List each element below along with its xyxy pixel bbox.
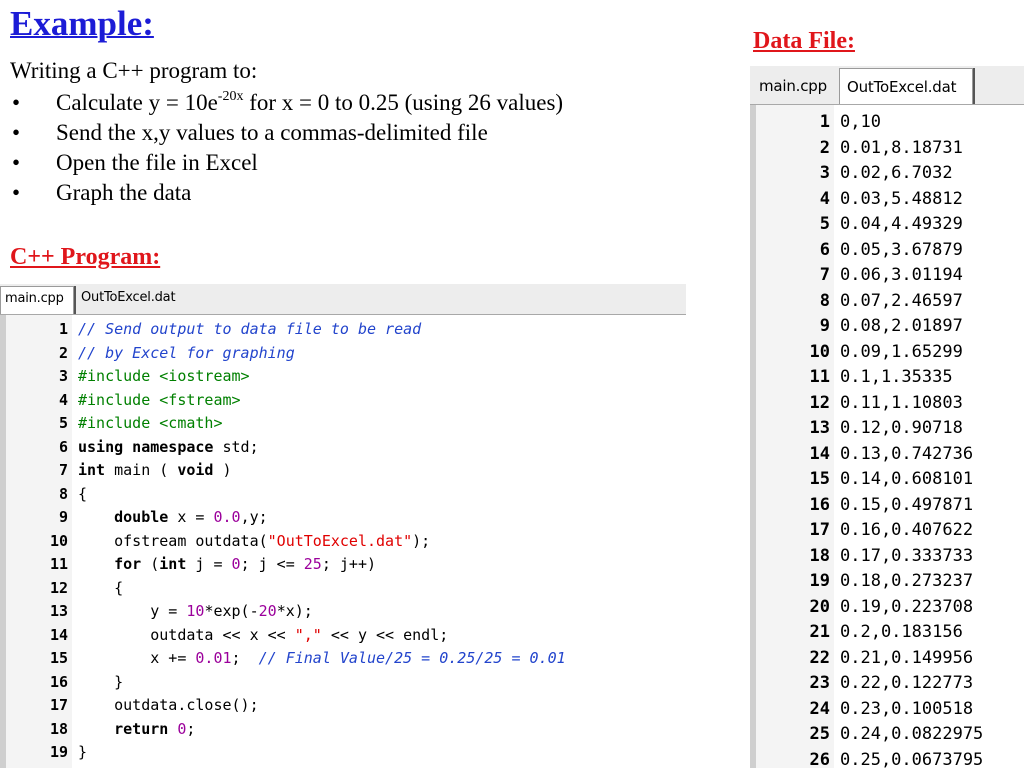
string-literal: "OutToExcel.dat" xyxy=(267,531,413,550)
bullet-symbol: • xyxy=(12,90,21,115)
line-number: 7 xyxy=(819,265,830,285)
bullet-symbol: • xyxy=(12,120,21,145)
line-number: 19 xyxy=(809,571,830,591)
code-line xyxy=(0,577,686,601)
line-number: 7 xyxy=(58,461,68,479)
data-line xyxy=(750,671,1024,697)
line-number: 5 xyxy=(58,414,68,432)
code-line xyxy=(0,412,686,436)
bullet-text: Open the file in Excel xyxy=(56,150,258,175)
code-line xyxy=(0,389,686,413)
code-token: x = xyxy=(168,508,214,526)
code-token: main ( xyxy=(105,461,178,479)
data-values: 0.13,0.742736 xyxy=(840,443,974,464)
code-line xyxy=(0,459,686,483)
cpp-editor-panel xyxy=(0,284,686,768)
line-number: 1 xyxy=(58,320,68,338)
tab-main-cpp[interactable]: main.cpp xyxy=(752,68,838,104)
code-text xyxy=(78,530,430,554)
line-number: 12 xyxy=(809,392,830,413)
numeric-literal: 0.01 xyxy=(195,649,232,667)
exponent-superscript: -20x xyxy=(217,89,244,104)
code-token: outdata << x << xyxy=(78,625,295,644)
code-line xyxy=(0,506,686,530)
code-token xyxy=(78,508,114,526)
data-values: 0.1,1.35335 xyxy=(840,367,953,387)
code-token xyxy=(78,555,114,573)
line-number: 17 xyxy=(809,520,830,540)
code-comment: // Final Value/25 = 0.25/25 = 0.01 xyxy=(258,649,566,667)
code-token: { xyxy=(78,578,124,597)
code-line xyxy=(0,671,686,695)
code-token: ; xyxy=(186,719,196,738)
data-editor-tab-bar xyxy=(750,66,1024,105)
preprocessor-directive: #include <fstream> xyxy=(78,390,241,409)
line-number: 6 xyxy=(819,239,830,260)
data-values: 0.07,2.46597 xyxy=(840,290,963,311)
code-line xyxy=(0,530,686,554)
code-line xyxy=(0,624,686,648)
slide-title: Example: xyxy=(10,4,154,43)
code-token: outdata.close(); xyxy=(78,696,259,714)
bullet-item xyxy=(10,178,563,208)
code-token: ; xyxy=(231,649,259,667)
code-token: *exp(- xyxy=(204,602,259,620)
code-token: j = xyxy=(186,555,232,573)
data-values: 0.08,2.01897 xyxy=(840,316,963,336)
code-keyword: int xyxy=(78,461,106,479)
code-text xyxy=(78,389,241,413)
string-literal: "," xyxy=(294,625,322,644)
data-values: 0.01,8.18731 xyxy=(840,137,963,158)
code-keyword: double xyxy=(114,508,169,526)
intro-text: Writing a C++ program to: xyxy=(10,58,258,83)
data-values: 0.16,0.407622 xyxy=(840,520,974,540)
bullet-text-continuation: for x = 0 to 0.25 (using 26 values) xyxy=(243,90,564,115)
task-bullet-list xyxy=(10,88,563,208)
data-line xyxy=(750,110,1024,136)
data-line xyxy=(750,518,1024,544)
line-number: 10 xyxy=(49,531,68,550)
line-number: 10 xyxy=(809,341,830,362)
data-values: 0.11,1.10803 xyxy=(840,392,963,413)
data-values: 0.2,0.183156 xyxy=(840,622,963,642)
line-number: 11 xyxy=(49,555,68,573)
numeric-literal: 25 xyxy=(303,555,322,573)
data-line xyxy=(750,136,1024,162)
cpp-code-area[interactable] xyxy=(0,318,686,765)
data-line xyxy=(750,493,1024,519)
data-values: 0.12,0.90718 xyxy=(840,418,963,438)
code-text xyxy=(78,671,123,695)
data-values: 0.05,3.67879 xyxy=(840,239,963,260)
line-number: 4 xyxy=(819,188,830,209)
code-text xyxy=(78,342,295,366)
line-number: 16 xyxy=(809,494,830,515)
numeric-literal: 10 xyxy=(186,602,205,620)
data-values: 0.15,0.497871 xyxy=(840,494,974,515)
line-number: 19 xyxy=(49,743,68,761)
code-text xyxy=(78,600,313,624)
data-values: 0.04,4.49329 xyxy=(840,214,963,234)
cpp-program-heading: C++ Program: xyxy=(10,244,161,270)
data-line xyxy=(750,187,1024,213)
tab-out-to-excel-dat[interactable]: OutToExcel.dat xyxy=(77,286,197,314)
data-line xyxy=(750,238,1024,264)
data-values: 0.03,5.48812 xyxy=(840,188,963,209)
code-keyword: void xyxy=(177,461,214,479)
numeric-literal: 0 xyxy=(231,555,241,573)
bullet-item xyxy=(10,118,563,148)
data-file-heading: Data File: xyxy=(753,28,855,54)
code-text xyxy=(78,459,232,483)
data-values: 0.24,0.0822975 xyxy=(840,724,984,744)
code-token: { xyxy=(78,484,88,503)
data-line xyxy=(750,467,1024,493)
code-text xyxy=(78,647,566,671)
bullet-text: Graph the data xyxy=(56,180,192,205)
line-number: 14 xyxy=(809,443,830,464)
data-line xyxy=(750,416,1024,442)
data-line xyxy=(750,595,1024,621)
data-line xyxy=(750,722,1024,748)
code-text xyxy=(78,365,250,389)
bullet-item xyxy=(10,148,563,178)
data-values: 0.19,0.223708 xyxy=(840,596,974,617)
line-number: 4 xyxy=(58,390,68,409)
line-number: 18 xyxy=(809,545,830,566)
data-values: 0.18,0.273237 xyxy=(840,571,974,591)
code-keyword: using namespace xyxy=(78,437,214,456)
line-number: 15 xyxy=(49,649,68,667)
line-number: 20 xyxy=(809,596,830,617)
line-number: 13 xyxy=(809,418,830,438)
code-line xyxy=(0,365,686,389)
code-text xyxy=(78,483,87,507)
line-number: 1 xyxy=(819,112,830,132)
code-text xyxy=(78,577,123,601)
code-line xyxy=(0,600,686,624)
code-token: ,y; xyxy=(240,508,268,526)
code-keyword: int xyxy=(159,555,187,573)
line-number: 14 xyxy=(49,625,68,644)
data-values: 0.06,3.01194 xyxy=(840,265,963,285)
data-line xyxy=(750,212,1024,238)
line-number: 24 xyxy=(809,698,830,719)
data-line xyxy=(750,263,1024,289)
line-number: 9 xyxy=(819,316,830,336)
code-text xyxy=(78,624,448,648)
code-line xyxy=(0,318,686,342)
line-number: 23 xyxy=(809,673,830,693)
line-number: 3 xyxy=(819,163,830,183)
code-token: std; xyxy=(213,437,259,456)
code-token: ofstream outdata( xyxy=(78,531,268,550)
code-text xyxy=(78,694,259,718)
line-number: 8 xyxy=(58,484,68,503)
code-token: << y << endl; xyxy=(321,625,449,644)
bullet-symbol: • xyxy=(12,180,21,205)
line-number: 21 xyxy=(809,622,830,642)
data-line xyxy=(750,646,1024,672)
bullet-text: Calculate y = 10e xyxy=(56,90,218,115)
data-line xyxy=(750,340,1024,366)
line-number: 15 xyxy=(809,469,830,489)
data-values: 0.09,1.65299 xyxy=(840,341,963,362)
code-line xyxy=(0,342,686,366)
code-line xyxy=(0,718,686,742)
bullet-text: Send the x,y values to a commas-delimited file xyxy=(56,120,488,145)
code-line xyxy=(0,647,686,671)
code-text xyxy=(78,318,421,342)
code-token: ; j++) xyxy=(321,555,377,573)
code-line xyxy=(0,553,686,577)
line-number: 9 xyxy=(58,508,68,526)
data-values: 0,10 xyxy=(840,112,881,132)
tab-main-cpp[interactable]: main.cpp xyxy=(0,286,74,314)
data-line xyxy=(750,442,1024,468)
code-token: *x); xyxy=(276,602,313,620)
line-number: 12 xyxy=(49,578,68,597)
code-token: } xyxy=(78,743,88,761)
data-values: 0.23,0.100518 xyxy=(840,698,974,719)
code-comment: // Send output to data file to be read xyxy=(78,320,422,338)
data-line xyxy=(750,391,1024,417)
code-keyword: for xyxy=(114,555,142,573)
data-values: 0.21,0.149956 xyxy=(840,647,974,668)
numeric-literal: 0.0 xyxy=(213,508,241,526)
line-number: 5 xyxy=(819,214,830,234)
code-token xyxy=(168,720,177,738)
line-number: 17 xyxy=(49,696,68,714)
data-editor-panel xyxy=(750,66,1024,768)
data-line xyxy=(750,161,1024,187)
line-number: 18 xyxy=(49,719,68,738)
code-text xyxy=(78,553,376,577)
data-values: 0.14,0.608101 xyxy=(840,469,974,489)
bullet-symbol: • xyxy=(12,150,21,175)
data-values: 0.17,0.333733 xyxy=(840,545,974,566)
code-keyword: return xyxy=(114,719,169,738)
data-line xyxy=(750,697,1024,723)
data-line xyxy=(750,569,1024,595)
data-line xyxy=(750,314,1024,340)
line-number: 25 xyxy=(809,724,830,744)
data-values: 0.02,6.7032 xyxy=(840,163,953,183)
numeric-literal: 0 xyxy=(177,719,187,738)
numeric-literal: 20 xyxy=(258,602,277,620)
code-line xyxy=(0,483,686,507)
line-number: 13 xyxy=(49,602,68,620)
preprocessor-directive: #include <cmath> xyxy=(78,414,223,432)
line-number: 16 xyxy=(49,672,68,691)
code-token: ); xyxy=(412,531,431,550)
code-token: ) xyxy=(213,461,232,479)
code-line xyxy=(0,741,686,765)
tab-out-to-excel-dat[interactable]: OutToExcel.dat xyxy=(839,68,973,104)
code-token: x += xyxy=(78,649,196,667)
data-line xyxy=(750,289,1024,315)
preprocessor-directive: #include <iostream> xyxy=(78,367,250,385)
data-file-text-area[interactable] xyxy=(750,110,1024,768)
code-token: ( xyxy=(141,555,160,573)
line-number: 3 xyxy=(58,367,68,385)
line-number: 11 xyxy=(809,367,830,387)
code-token: ; j <= xyxy=(240,555,304,573)
data-line xyxy=(750,748,1024,768)
line-number: 6 xyxy=(58,437,68,456)
bullet-item xyxy=(10,88,563,118)
line-number: 22 xyxy=(809,647,830,668)
code-text xyxy=(78,436,259,460)
code-token: } xyxy=(78,672,124,691)
code-line xyxy=(0,436,686,460)
line-number: 2 xyxy=(58,343,68,362)
data-line xyxy=(750,365,1024,391)
line-number: 2 xyxy=(819,137,830,158)
code-text xyxy=(78,741,87,765)
line-number: 8 xyxy=(819,290,830,311)
data-values: 0.25,0.0673795 xyxy=(840,749,984,768)
code-text xyxy=(78,506,268,530)
code-token xyxy=(78,720,114,738)
code-line xyxy=(0,694,686,718)
cpp-editor-tab-bar xyxy=(0,284,686,315)
data-line xyxy=(750,620,1024,646)
code-text xyxy=(78,412,223,436)
code-comment: // by Excel for graphing xyxy=(78,343,295,362)
line-number: 26 xyxy=(809,749,830,768)
code-text xyxy=(78,718,195,742)
data-values: 0.22,0.122773 xyxy=(840,673,974,693)
code-token: y = xyxy=(78,602,187,620)
data-line xyxy=(750,544,1024,570)
